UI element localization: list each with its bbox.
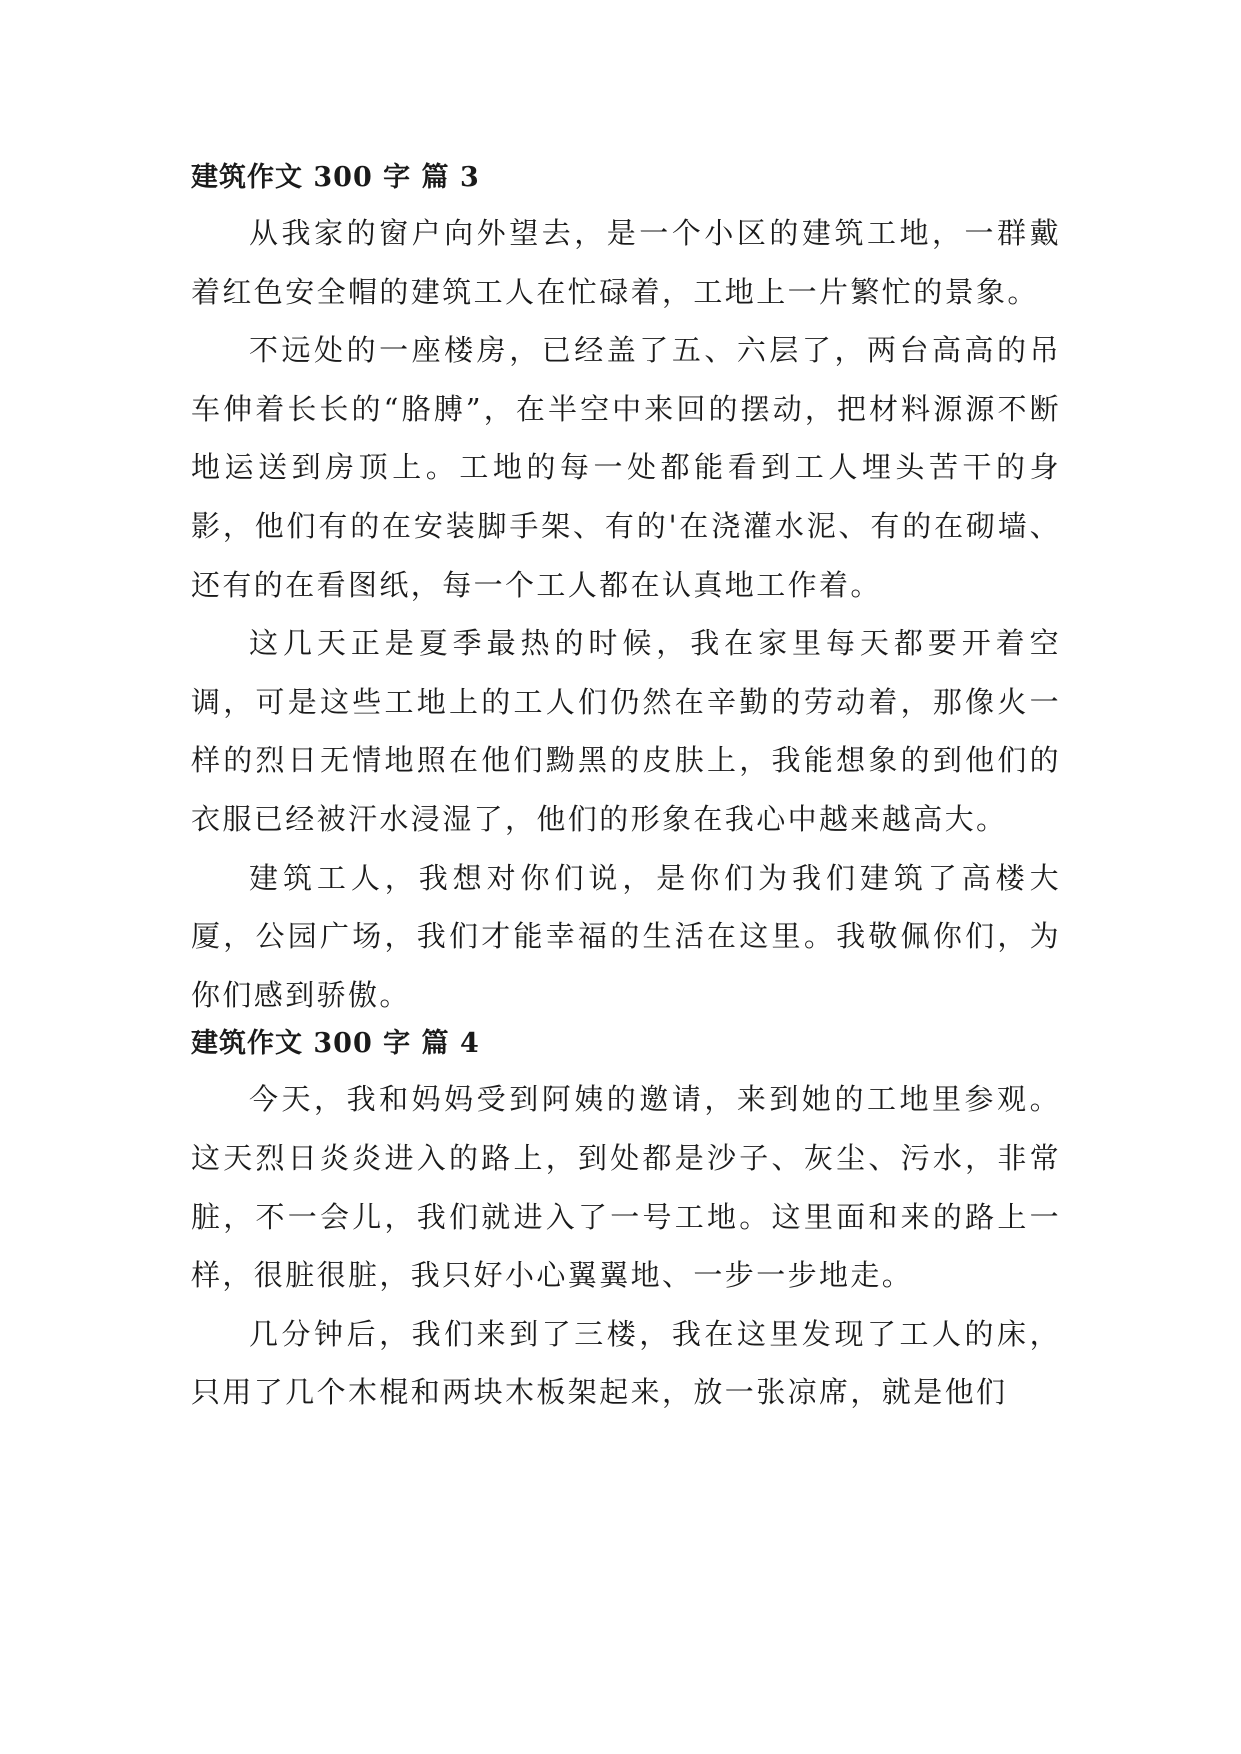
- section-heading-4: 建筑作文 300 字 篇 4: [191, 1028, 480, 1060]
- document-page: [191, 160, 1061, 1422]
- paragraph: 几分钟后，我们来到了三楼，我在这里发现了工人的床，只用了几个木棍和两块木板架起来，放一张凉席，就是他们: [191, 1316, 1061, 1410]
- paragraph: 今天，我和妈妈受到阿姨的邀请，来到她的工地里参观。这天烈日炎炎进入的路上，到处都是沙子、灰尘、污水，非常脏，不一会儿，我们就进入了一号工地。这里面和来的路上一样，很脏很脏，我只好小心翼翼地、一步一步地走。: [191, 1082, 1061, 1293]
- paragraph: 这几天正是夏季最热的时候，我在家里每天都要开着空调，可是这些工地上的工人们仍然在辛勤的劳动着，那像火一样的烈日无情地照在他们黝黑的皮肤上，我能想象的到他们的衣服已经被汗水浸湿了，他们的形象在我心中越来越高大。: [191, 626, 1061, 836]
- section-heading-3: 建筑作文 300 字 篇 3: [191, 162, 480, 193]
- paragraph: 从我家的窗户向外望去，是一个小区的建筑工地，一群戴着红色安全帽的建筑工人在忙碌着，工地上一片繁忙的景象。: [191, 216, 1061, 309]
- paragraph: 不远处的一座楼房，已经盖了五、六层了，两台高高的吊车伸着长长的“胳膊”，在半空中来回的摆动，把材料源源不断地运送到房顶上。工地的每一处都能看到工人埋头苦干的身影，他们有的在安装脚手架、有的'在浇灌水泥、有的在砌墙、还有的在看图纸，每一个工人都在认真地工作着。: [191, 333, 1061, 602]
- paragraph: 建筑工人，我想对你们说，是你们为我们建筑了高楼大厦，公园广场，我们才能幸福的生活在这里。我敬佩你们，为你们感到骄傲。: [191, 860, 1061, 1012]
